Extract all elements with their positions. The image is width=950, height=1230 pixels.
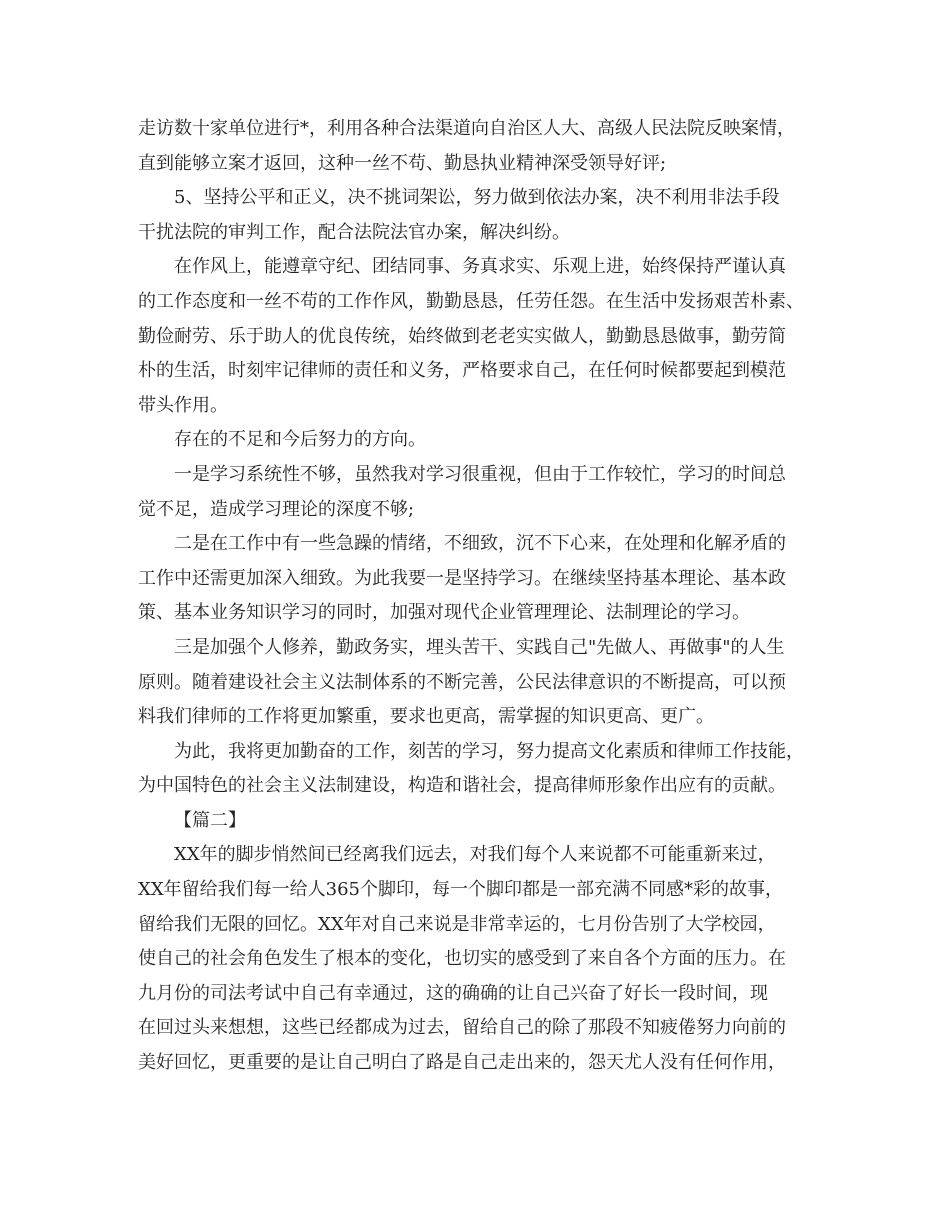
text-line: 原则。随着建设社会主义法制体系的不断完善，公民法律意识的不断提高，可以预 [138,671,786,693]
paragraph [138,631,828,735]
text-line: 三是加强个人修养，勤政务实，埋头苦干、实践自己"先做人、再做事"的人生 [174,636,785,658]
text-line: 策、基本业务知识学习的同时，加强对现代企业管理理论、法制理论的学习。 [138,602,750,624]
text-line: 觉不足，造成学习理论的深度不够; [138,498,415,520]
text-line: 使自己的社会角色发生了根本的变化，也切实的感受到了来自各个方面的压力。在 [138,948,786,970]
text-line: 带头作用。 [138,394,228,416]
text-line: XX年留给我们每一给人365个脚印，每一个脚印都是一部充满不同感*彩的故事， [138,879,783,901]
text-line: 为此，我将更加勤奋的工作，刻苦的学习，努力提高文化素质和律师工作技能， [174,740,804,762]
paragraph [138,181,828,250]
text-line: 九月份的司法考试中自己有幸通过，这的确确的让自己兴奋了好长一段时间，现 [138,982,768,1004]
text-line: 5、坚持公平和正义，决不挑词架讼，努力做到依法办案，决不利用非法手段 [174,187,780,209]
paragraph [138,112,828,181]
text-line: 直到能够立案才返回，这种一丝不苟、勤恳执业精神深受领导好评; [138,152,667,174]
paragraph [138,804,828,839]
text-line: 在作风上，能遵章守纪、团结同事、务真求实、乐观上进，始终保持严谨认真 [174,256,786,278]
text-line: 料我们律师的工作将更加繁重，要求也更高，需掌握的知识更高、更广。 [138,706,714,728]
text-line: 一是学习系统性不够，虽然我对学习很重视，但由于工作较忙，学习的时间总 [174,463,786,485]
text-line: 【篇二】 [174,809,246,831]
text-line: 存在的不足和今后努力的方向。 [174,429,426,451]
paragraph [138,838,828,1080]
text-line: 留给我们无限的回忆。XX年对自己来说是非常幸运的，七月份告别了大学校园， [138,913,776,935]
document-body [138,112,828,1081]
text-line: 的工作态度和一丝不苟的工作作风，勤勤恳恳，任劳任怨。在生活中发扬艰苦朴素、 [138,290,804,312]
paragraph [138,735,828,804]
text-line: 勤俭耐劳、乐于助人的优良传统，始终做到老老实实做人，勤勤恳恳做事，勤劳简 [138,325,786,347]
text-line: 二是在工作中有一些急躁的情绪，不细致，沉不下心来，在处理和化解矛盾的 [174,533,786,555]
paragraph [138,458,828,527]
paragraph [138,527,828,631]
text-line: 在回过头来想想，这些已经都成为过去，留给自己的除了那段不知疲倦努力向前的 [138,1017,786,1039]
text-line: 美好回忆，更重要的是让自己明白了路是自己走出来的，怨天尤人没有任何作用， [138,1052,786,1074]
text-line: 朴的生活，时刻牢记律师的责任和义务，严格要求自己，在任何时候都要起到模范 [138,360,786,382]
text-line: 工作中还需更加深入细致。为此我要一是坚持学习。在继续坚持基本理论、基本政 [138,567,786,589]
paragraph [138,423,828,458]
paragraph [138,250,828,423]
text-line: 走访数十家单位进行*，利用各种合法渠道向自治区人大、高级人民法院反映案情， [138,118,795,139]
text-line: 为中国特色的社会主义法制建设，构造和谐社会，提高律师形象作出应有的贡献。 [138,775,786,797]
text-line: XX年的脚步悄然间已经离我们远去，对我们每个人来说都不可能重新来过， [174,844,776,866]
text-line: 干扰法院的审判工作，配合法院法官办案，解决纠纷。 [138,221,570,243]
